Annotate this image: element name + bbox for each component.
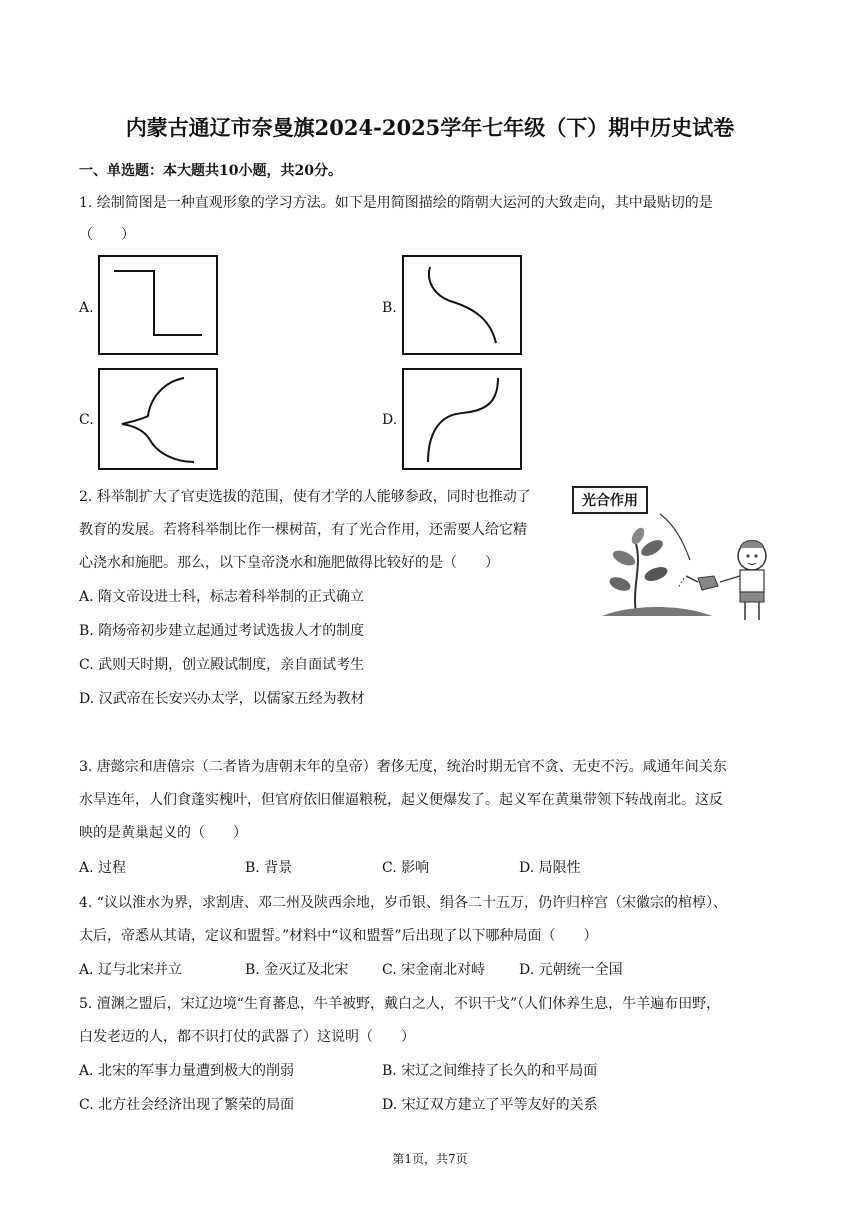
q5-option-d: D. 宋辽双方建立了平等友好的关系 — [382, 1097, 598, 1113]
q5-option-b: B. 宋辽之间维持了长久的和平局面 — [382, 1063, 598, 1079]
q3-stem-line-1: 3. 唐懿宗和唐僖宗（二者皆为唐朝末年的皇帝）奢侈无度，统治时期无官不贪、无吏不污。咸通年间关东 — [79, 759, 727, 775]
q2-option-c: C. 武则天时期，创立殿试制度，亲自面试考生 — [79, 657, 365, 673]
q5-stem-line-1: 5. 澶渊之盟后，宋辽边境“生育蕃息，牛羊被野，戴白之人，不识干戈”（人们休养生息，牛羊遍布田野， — [79, 996, 721, 1012]
photosynthesis-badge: 光合作用 — [572, 486, 648, 514]
q3-stem-line-3: 映的是黄巢起义的（ ） — [79, 825, 247, 841]
photosynthesis-illustration — [572, 486, 780, 626]
q2-stem-line-3: 心浇水和施肥。那么，以下皇帝浇水和施肥做得比较好的是（ ） — [79, 555, 499, 571]
q1-stem-line-1: 1. 绘制简图是一种直观形象的学习方法。如下是用简图描绘的隋朝大运河的大致走向，其中最贴切的是 — [79, 195, 713, 211]
q5-option-a: A. 北宋的军事力量遭到极大的削弱 — [79, 1063, 295, 1079]
q4-option-c: C. 宋金南北对峙 — [382, 962, 486, 978]
q2-stem-line-1: 2. 科举制扩大了官吏选拔的范围，使有才学的人能够参政，同时也推动了 — [79, 489, 531, 505]
page-footer: 第1页，共7页 — [392, 1152, 468, 1166]
q5-option-c: C. 北方社会经济出现了繁荣的局面 — [79, 1097, 295, 1113]
q3-option-c: C. 影响 — [382, 860, 430, 876]
q2-stem-line-2: 教育的发展。若将科举制比作一棵树苗，有了光合作用，还需要人给它精 — [79, 522, 527, 538]
q5-stem-line-2: 白发老迈的人，都不识打仗的武器了）这说明（ ） — [79, 1029, 415, 1045]
q1-option-b-diagram — [402, 255, 522, 355]
exam-title: 内蒙古通辽市奈曼旗2024-2025学年七年级（下）期中历史试卷 — [125, 115, 735, 140]
q4-option-a: A. 辽与北宋并立 — [79, 962, 183, 978]
q1-option-c-label: C. — [79, 412, 94, 428]
q1-option-d-label: D. — [382, 412, 398, 428]
q1-option-b-label: B. — [382, 300, 397, 316]
section-heading: 一、单选题：本大题共10小题，共20分。 — [79, 163, 342, 179]
q3-option-b: B. 背景 — [245, 860, 293, 876]
q1-option-a-diagram — [98, 255, 218, 355]
q3-option-d: D. 局限性 — [519, 860, 581, 876]
q4-stem-line-2: 太后，帝悉从其请，定议和盟誓。”材料中“议和盟誓”后出现了以下哪种局面（ ） — [79, 928, 598, 944]
q4-stem-line-1: 4. “议以淮水为界，求割唐、邓二州及陕西余地，岁币银、绢各二十五万，仍许归梓宫（宋徽宗的棺椁）、 — [79, 895, 727, 911]
q1-stem-line-2: （ ） — [79, 227, 135, 243]
q3-stem-line-2: 水旱连年，人们食蓬实槐叶，但官府依旧催逼粮税，起义便爆发了。起义军在黄巢带领下转战南北。这反 — [79, 792, 723, 808]
q3-option-a: A. 过程 — [79, 860, 127, 876]
q1-option-a-label: A. — [79, 300, 94, 316]
q1-option-c-diagram — [98, 368, 218, 470]
q1-option-d-diagram — [402, 368, 522, 470]
q2-option-a: A. 隋文帝设进士科，标志着科举制的正式确立 — [79, 589, 365, 605]
q4-option-d: D. 元朝统一全国 — [519, 962, 623, 978]
seedling-watering-icon — [572, 486, 780, 626]
q4-option-b: B. 金灭辽及北宋 — [245, 962, 349, 978]
q2-option-d: D. 汉武帝在长安兴办太学，以儒家五经为教材 — [79, 691, 365, 707]
q2-option-b: B. 隋炀帝初步建立起通过考试选拔人才的制度 — [79, 623, 365, 639]
